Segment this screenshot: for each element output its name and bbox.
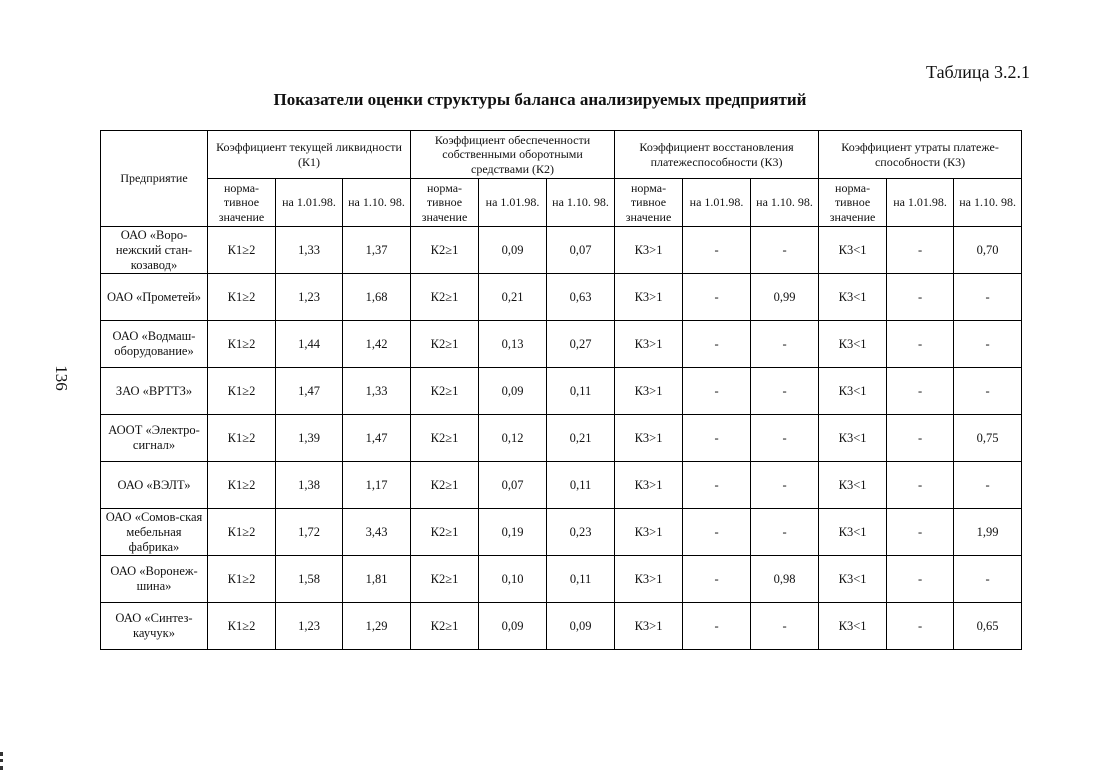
table-cell: К3>1: [615, 603, 683, 650]
table-cell: 1,99: [954, 509, 1022, 556]
table-cell: К2≥1: [411, 274, 479, 321]
subheader-normative: норма-тивное значение: [208, 179, 276, 227]
subheader-date-2: на 1.10. 98.: [954, 179, 1022, 227]
page-title: Показатели оценки структуры баланса анализируемых предприятий: [273, 90, 807, 109]
table-cell: 0,21: [479, 274, 547, 321]
table-row: [101, 509, 1022, 556]
table-cell: К1≥2: [208, 415, 276, 462]
table-cell: 1,23: [276, 603, 343, 650]
table-cell: 0,10: [479, 556, 547, 603]
table-cell: 0,70: [954, 227, 1022, 274]
balance-structure-table: [100, 130, 1022, 650]
group-header-current-liquidity: Коэффициент текущей ликвидности (К1): [208, 131, 411, 179]
table-cell: К1≥2: [208, 321, 276, 368]
table-cell: 1,39: [276, 415, 343, 462]
table-cell: 0,99: [751, 274, 819, 321]
subheader-normative: норма-тивное значение: [615, 179, 683, 227]
subheader-date-1: на 1.01.98.: [683, 179, 751, 227]
table-cell: 1,38: [276, 462, 343, 509]
table-row: [101, 227, 1022, 274]
table-cell: К1≥2: [208, 509, 276, 556]
enterprise-name: ЗАО «ВРТТЗ»: [101, 368, 208, 415]
table-cell: -: [887, 509, 954, 556]
table-cell: -: [887, 603, 954, 650]
table-cell: 0,19: [479, 509, 547, 556]
page-number: 136: [51, 365, 71, 391]
table-cell: К2≥1: [411, 462, 479, 509]
subheader-date-1: на 1.01.98.: [479, 179, 547, 227]
table-cell: К3>1: [615, 415, 683, 462]
subheader-date-2: на 1.10. 98.: [751, 179, 819, 227]
table-cell: К1≥2: [208, 556, 276, 603]
table-cell: 1,42: [343, 321, 411, 368]
table-row: [101, 415, 1022, 462]
table-cell: -: [887, 415, 954, 462]
table-cell: К3<1: [819, 556, 887, 603]
table-cell: 0,07: [547, 227, 615, 274]
enterprise-name: ОАО «Водмаш-оборудование»: [101, 321, 208, 368]
table-cell: 0,63: [547, 274, 615, 321]
table-cell: 1,58: [276, 556, 343, 603]
table-cell: 1,47: [276, 368, 343, 415]
table-cell: 1,81: [343, 556, 411, 603]
table-cell: К1≥2: [208, 603, 276, 650]
table-cell: К2≥1: [411, 556, 479, 603]
table-cell: 1,37: [343, 227, 411, 274]
table-cell: 0,21: [547, 415, 615, 462]
table-cell: -: [751, 509, 819, 556]
enterprise-name: ОАО «Сомов-ская мебельная фабрика»: [101, 509, 208, 556]
table-cell: 0,09: [479, 227, 547, 274]
group-header-solvency-recovery: Коэффициент восстановления платежеспособности (К3): [615, 131, 819, 179]
table-cell: К3<1: [819, 603, 887, 650]
table-cell: -: [954, 462, 1022, 509]
table-cell: -: [683, 556, 751, 603]
table-row: [101, 321, 1022, 368]
table-cell: 1,68: [343, 274, 411, 321]
table-cell: 0,11: [547, 368, 615, 415]
subheader-date-1: на 1.01.98.: [276, 179, 343, 227]
table-cell: 1,47: [343, 415, 411, 462]
table-cell: К3<1: [819, 368, 887, 415]
table-cell: -: [683, 603, 751, 650]
table-cell: К1≥2: [208, 274, 276, 321]
table-cell: -: [751, 462, 819, 509]
table-cell: -: [683, 321, 751, 368]
table-cell: К1≥2: [208, 462, 276, 509]
table-cell: К3>1: [615, 274, 683, 321]
table-row: [101, 603, 1022, 650]
table-cell: 0,07: [479, 462, 547, 509]
table-cell: 0,27: [547, 321, 615, 368]
table-cell: К3<1: [819, 415, 887, 462]
table-cell: К3<1: [819, 227, 887, 274]
group-header-own-working-capital: Коэффициент обеспеченности собственными оборотными средствами (К2): [411, 131, 615, 179]
subheader-date-1: на 1.01.98.: [887, 179, 954, 227]
table-cell: 0,09: [479, 368, 547, 415]
table-cell: К3>1: [615, 462, 683, 509]
enterprise-name: ОАО «Воронеж-шина»: [101, 556, 208, 603]
subheader-date-2: на 1.10. 98.: [343, 179, 411, 227]
table-row: [101, 274, 1022, 321]
table-cell: -: [683, 368, 751, 415]
table-cell: -: [887, 321, 954, 368]
scan-edge-mark: [0, 752, 9, 770]
table-cell: -: [751, 368, 819, 415]
table-cell: 0,75: [954, 415, 1022, 462]
enterprise-name: ОАО «Синтез-каучук»: [101, 603, 208, 650]
table-cell: К2≥1: [411, 321, 479, 368]
group-header-solvency-loss: Коэффициент утраты платеже-способности (К3): [819, 131, 1022, 179]
table-cell: -: [887, 274, 954, 321]
table-cell: К3<1: [819, 462, 887, 509]
enterprise-header: Предприятие: [101, 131, 208, 227]
table-cell: 1,33: [343, 368, 411, 415]
table-cell: -: [683, 415, 751, 462]
table-cell: 0,09: [547, 603, 615, 650]
table-cell: -: [954, 321, 1022, 368]
table-cell: 1,72: [276, 509, 343, 556]
subheader-date-2: на 1.10. 98.: [547, 179, 615, 227]
table-cell: 1,17: [343, 462, 411, 509]
table-cell: 0,09: [479, 603, 547, 650]
table-cell: К3>1: [615, 509, 683, 556]
table-row: [101, 368, 1022, 415]
subheader-normative: норма-тивное значение: [411, 179, 479, 227]
enterprise-name: ОАО «ВЭЛТ»: [101, 462, 208, 509]
table-cell: К3<1: [819, 274, 887, 321]
subheader-normative: норма-тивное значение: [819, 179, 887, 227]
table-cell: -: [683, 509, 751, 556]
table-cell: -: [751, 227, 819, 274]
table-cell: К2≥1: [411, 227, 479, 274]
table-cell: -: [887, 227, 954, 274]
table-cell: -: [887, 462, 954, 509]
table-cell: 0,23: [547, 509, 615, 556]
table-cell: 1,29: [343, 603, 411, 650]
table-cell: 1,33: [276, 227, 343, 274]
table-cell: 0,98: [751, 556, 819, 603]
enterprise-name: ОАО «Воро-нежский стан-козавод»: [101, 227, 208, 274]
table-cell: К3<1: [819, 321, 887, 368]
table-cell: -: [683, 274, 751, 321]
table-cell: 1,23: [276, 274, 343, 321]
table-cell: -: [751, 603, 819, 650]
table-cell: -: [954, 556, 1022, 603]
table-cell: К3>1: [615, 556, 683, 603]
table-cell: 1,44: [276, 321, 343, 368]
table-cell: К3>1: [615, 368, 683, 415]
table-label: Таблица 3.2.1: [926, 62, 1030, 82]
table-cell: -: [887, 556, 954, 603]
table-cell: -: [683, 227, 751, 274]
table-cell: -: [683, 462, 751, 509]
table-cell: К2≥1: [411, 509, 479, 556]
table-cell: К3>1: [615, 321, 683, 368]
table-cell: К2≥1: [411, 415, 479, 462]
table-cell: -: [954, 274, 1022, 321]
enterprise-name: ОАО «Прометей»: [101, 274, 208, 321]
table-cell: -: [887, 368, 954, 415]
enterprise-name: АООТ «Электро-сигнал»: [101, 415, 208, 462]
table-cell: 0,13: [479, 321, 547, 368]
table-cell: -: [751, 415, 819, 462]
table-row: [101, 556, 1022, 603]
table-cell: 0,12: [479, 415, 547, 462]
table-cell: -: [751, 321, 819, 368]
table-cell: 0,11: [547, 556, 615, 603]
table-cell: 0,11: [547, 462, 615, 509]
table-cell: К2≥1: [411, 368, 479, 415]
table-cell: 3,43: [343, 509, 411, 556]
table-cell: К3>1: [615, 227, 683, 274]
table-body: [101, 227, 1022, 650]
table-cell: -: [954, 368, 1022, 415]
table-cell: К3<1: [819, 509, 887, 556]
table-cell: К2≥1: [411, 603, 479, 650]
table-cell: К1≥2: [208, 368, 276, 415]
table-cell: К1≥2: [208, 227, 276, 274]
table-cell: 0,65: [954, 603, 1022, 650]
table-row: [101, 462, 1022, 509]
